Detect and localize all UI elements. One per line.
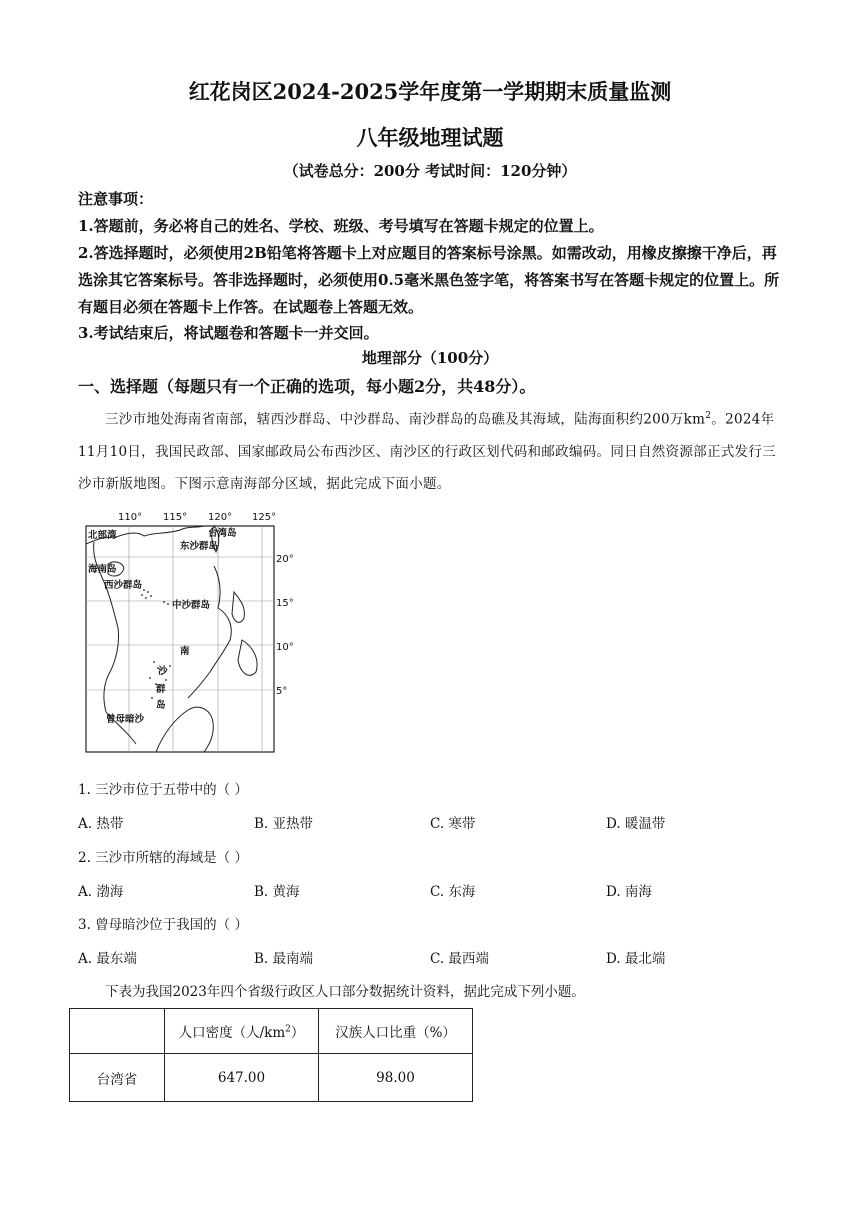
- passage-1: [78, 400, 783, 500]
- question-1-option-b: B. 亚热带: [254, 816, 314, 832]
- density-header-end: ）: [290, 1025, 305, 1041]
- question-3-option-a: A. 最东端: [78, 951, 137, 967]
- question-1-stem: 1. 三沙市位于五带中的（ ）: [78, 782, 248, 798]
- question-2-stem: 2. 三沙市所辖的海域是（ ）: [78, 850, 248, 866]
- table-cell-region: 台湾省: [70, 1054, 165, 1102]
- map-label-nan: 南: [180, 646, 190, 657]
- south-china-sea-map: [84, 512, 294, 756]
- lat-label-5: 5°: [276, 686, 288, 697]
- philippines-coast: [188, 566, 231, 698]
- part-title: 地理部分（100分）: [361, 349, 499, 367]
- population-table: [69, 1008, 473, 1102]
- map-label-dongsha: 东沙群岛: [180, 541, 219, 552]
- table-header-blank: [70, 1009, 165, 1054]
- density-header-text: 人口密度（人/km: [178, 1025, 286, 1041]
- question-2-option-a: A. 渤海: [78, 884, 124, 900]
- exam-title: 红花岗区2024-2025学年度第一学期期末质量监测: [188, 79, 672, 104]
- map-label-sha: 沙: [158, 666, 168, 677]
- lon-label-125: 125°: [252, 512, 277, 523]
- exam-info: （试卷总分：200分 考试时间：120分钟）: [283, 162, 577, 180]
- borneo-island: [156, 707, 213, 752]
- map-label-dao: 岛: [156, 700, 166, 711]
- map-label-zengmu: 曾母暗沙: [106, 714, 145, 725]
- question-3-stem: 3. 曾母暗沙位于我国的（ ）: [78, 917, 248, 933]
- question-3-option-d: D. 最北端: [606, 951, 666, 967]
- question-1-option-d: D. 暖温带: [606, 816, 666, 832]
- lat-label-10: 10°: [276, 642, 294, 653]
- notice-item-1: 1.答题前，务必将自己的姓名、学校、班级、考号填写在答题卡规定的位置上。: [78, 217, 604, 235]
- notice-heading: 注意事项：: [78, 190, 154, 208]
- map-label-beibu: 北部湾: [88, 530, 117, 541]
- map-label-zhongsha: 中沙群岛: [172, 600, 211, 611]
- passage-1-main: 三沙市地处海南省南部，辖西沙群岛、中沙群岛、南沙群岛的岛礁及其海域，陆海面积约200万km: [105, 411, 706, 428]
- question-2-option-b: B. 黄海: [254, 884, 300, 900]
- notice-item-2: 2.答选择题时，必须使用2B铅笔将答题卡上对应题目的答案标号涂黑。如需改动，用橡皮擦擦干净后，再选涂其它答案标号。答非选择题时，必须使用0.5毫米黑色签字笔，将答案书写在答题卡规定的位置上。所有题目必须在答题卡上作答。在试题卷上答题无效。: [78, 244, 780, 316]
- table-header-row: [70, 1009, 473, 1054]
- lat-label-20: 20°: [276, 554, 294, 565]
- question-2-option-d: D. 南海: [606, 884, 652, 900]
- lat-label-15: 15°: [276, 598, 294, 609]
- table-row: [70, 1054, 473, 1102]
- question-1-option-c: C. 寒带: [430, 816, 476, 832]
- lon-label-110: 110°: [118, 512, 143, 523]
- question-2-option-c: C. 东海: [430, 884, 476, 900]
- map-label-hainan: 海南岛: [88, 564, 117, 575]
- table-header-density: [165, 1009, 319, 1054]
- density-header-sup: 2: [285, 1024, 291, 1035]
- table-header-han-ratio: 汉族人口比重（%）: [319, 1009, 473, 1054]
- passage-2: 下表为我国2023年四个省级行政区人口部分数据统计资料，据此完成下列小题。: [105, 984, 585, 1000]
- passage-1-end: 。2024年11月10日，我国民政部、国家邮政局公布西沙区、南沙区的行政区划代码和邮政编码。同日自然资源部正式发行三沙市新版地图。下图示意南海部分区域，据此完成下面小题。: [78, 411, 776, 492]
- section-heading: 一、选择题（每题只有一个正确的选项，每小题2分，共48分）。: [78, 377, 536, 396]
- philippines-island: [232, 592, 244, 622]
- table-cell-density: 647.00: [165, 1054, 319, 1102]
- question-1-option-a: A. 热带: [78, 816, 124, 832]
- map-label-qun: 群: [156, 684, 166, 695]
- lon-label-115: 115°: [163, 512, 188, 523]
- lon-label-120: 120°: [208, 512, 233, 523]
- table-cell-han-ratio: 98.00: [319, 1054, 473, 1102]
- question-3-option-b: B. 最南端: [254, 951, 314, 967]
- map-label-xisha: 西沙群岛: [104, 580, 143, 591]
- passage-1-sup: 2: [705, 411, 712, 421]
- question-3-option-c: C. 最西端: [430, 951, 489, 967]
- exam-subtitle: 八年级地理试题: [356, 125, 504, 150]
- notice-item-3: 3.考试结束后，将试题卷和答题卡一并交回。: [78, 324, 379, 342]
- map-label-taiwan: 台湾岛: [208, 528, 237, 539]
